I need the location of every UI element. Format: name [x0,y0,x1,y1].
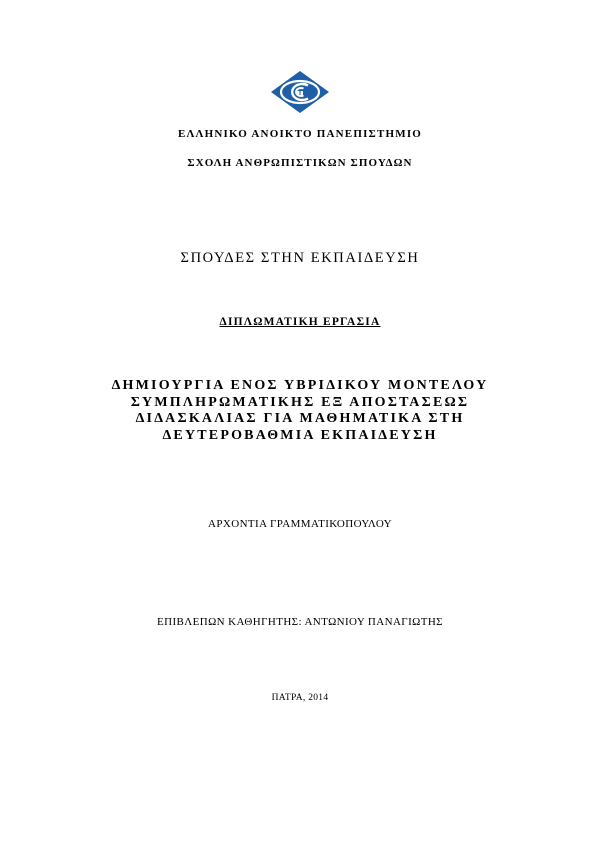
thesis-title [0,378,600,444]
university-logo-icon [270,70,330,114]
thesis-title-line: ΣΥΜΠΛΗΡΩΜΑΤΙΚΗΣ ΕΞ ΑΠΟΣΤΑΣΕΩΣ [130,394,470,410]
thesis-title-line: ΔΕΥΤΕΡΟΒΑΘΜΙΑ ΕΚΠΑΙΔΕΥΣΗ [162,427,438,443]
thesis-type [0,316,600,328]
supervisor: ΕΠΙΒΛΕΠΩΝ ΚΑΘΗΓΗΤΗΣ: ΑΝΤΩΝΙΟΥ ΠΑΝΑΓΙΩΤΗΣ [157,616,443,628]
thesis-title-line: ΔΙΔΑΣΚΑΛΙΑΣ ΓΙΑ ΜΑΘΗΜΑΤΙΚΑ ΣΤΗ [135,411,465,426]
program-name: ΣΠΟΥΔΕΣ ΣΤΗΝ ΕΚΠΑΙΔΕΥΣΗ [180,250,420,266]
thesis-type-label: ΔΙΠΛΩΜΑΤΙΚΗ ΕΡΓΑΣΙΑ [219,316,381,328]
school-name: ΣΧΟΛΗ ΑΝΘΡΩΠΙΣΤΙΚΩΝ ΣΠΟΥΔΩΝ [187,157,413,169]
university-name: ΕΛΛΗΝΙΚΟ ΑΝΟΙΚΤΟ ΠΑΝΕΠΙΣΤΗΜΙΟ [177,128,423,140]
author-name: ΑΡΧΟΝΤΙΑ ΓΡΑΜΜΑΤΙΚΟΠΟΥΛΟΥ [208,518,392,530]
place-date: ΠΑΤΡΑ, 2014 [271,693,329,703]
thesis-title-line: ΔΗΜΙΟΥΡΓΙΑ ΕΝΟΣ ΥΒΡΙΔΙΚΟΥ ΜΟΝΤΕΛΟΥ [111,378,489,393]
